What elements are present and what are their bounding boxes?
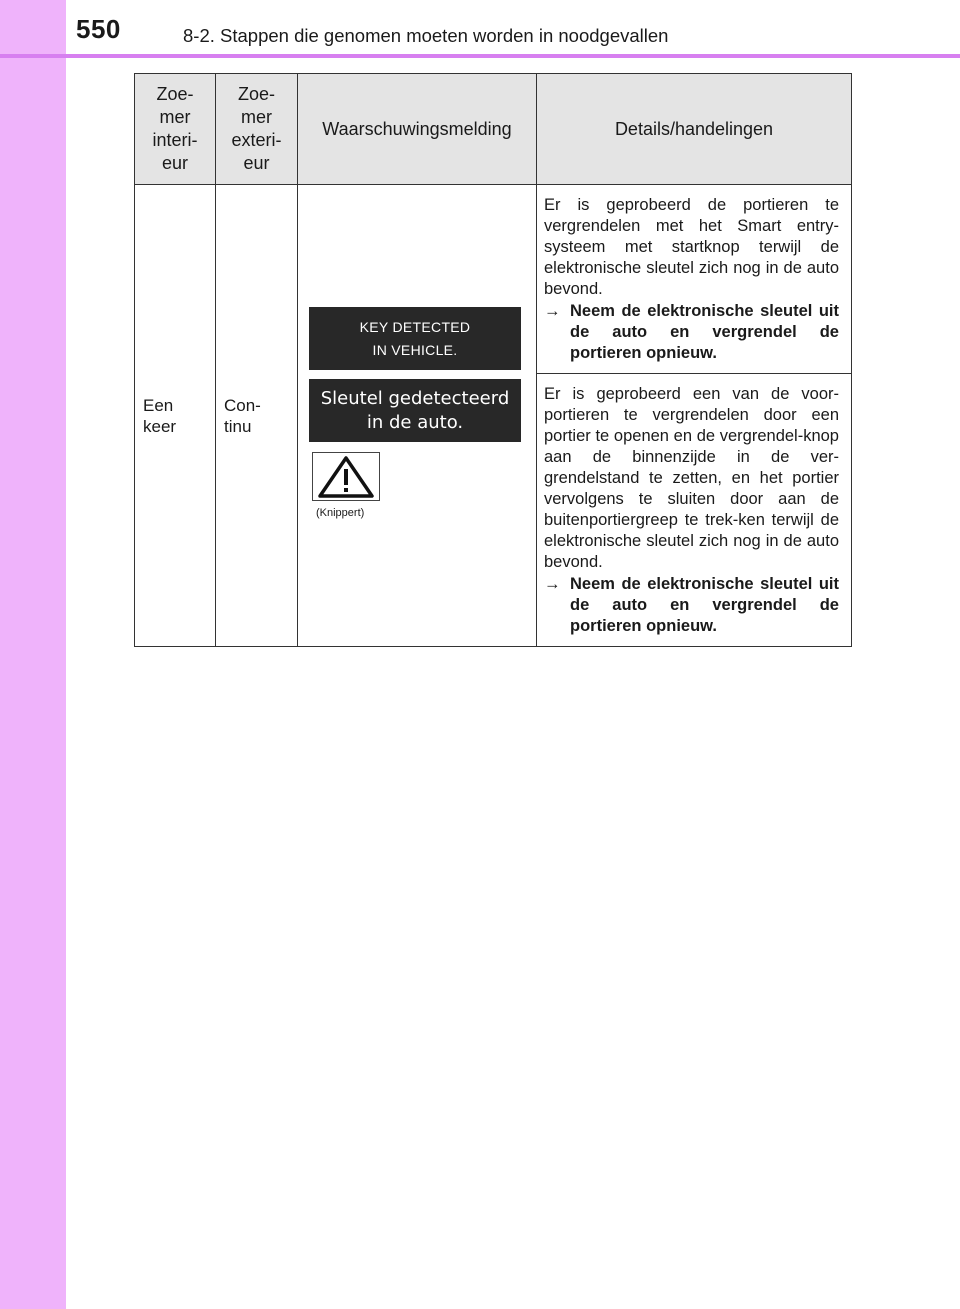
detail-cell-1 xyxy=(537,185,852,374)
table-row xyxy=(135,185,852,374)
warning-triangle-icon xyxy=(312,452,380,501)
header-details: Details/handelingen xyxy=(537,74,852,185)
header-interior-buzzer: Zoe- mer interi- eur xyxy=(135,74,216,185)
display-en-line-2: IN VEHICLE. xyxy=(372,341,458,358)
arrow-icon: → xyxy=(544,302,561,320)
table-header-row xyxy=(135,74,852,185)
action-text-2: Neem de elektronische sleutel uit de auto en vergrendel de portieren opnieuw. xyxy=(570,575,839,635)
header-divider xyxy=(0,54,960,58)
detail-text-2: Er is geprobeerd een van de voor-portieren te vergrendelen door een portier te openen en de vergrendel-knop aan de binnenzijde in de ver-grendelstand te zetten, en het portier vervolgens te sluiten door aan de buitenportiergreep te trek-ken terwijl de elektronische sleutel zich nog in de auto bevond. xyxy=(544,385,839,571)
warning-table xyxy=(134,73,852,647)
warning-triangle-svg xyxy=(316,455,376,499)
detail-cell-2 xyxy=(537,374,852,647)
detail-text-1: Er is geprobeerd de portieren te vergrendelen met het Smart entry-systeem met startknop terwijl de elektronische sleutel zich nog in de auto bevond. xyxy=(544,196,839,298)
flash-label: (Knippert) xyxy=(316,507,365,519)
section-title: 8-2. Stappen die genomen moeten worden in noodgevallen xyxy=(183,25,669,46)
action-2 xyxy=(544,574,839,637)
header-warning-message: Waarschuwingsmelding xyxy=(298,74,537,185)
warning-message-cell xyxy=(298,185,537,647)
arrow-icon: → xyxy=(544,575,561,593)
page-sidebar xyxy=(0,0,66,1309)
display-nl-line-1: Sleutel gedetecteerd xyxy=(320,387,510,409)
exterior-buzzer-cell: Con- tinu xyxy=(216,185,298,647)
action-text-1: Neem de elektronische sleutel uit de auto en vergrendel de portieren opnieuw. xyxy=(570,302,839,362)
display-english xyxy=(309,307,521,370)
display-dutch xyxy=(309,379,521,442)
page-number: 550 xyxy=(76,14,121,44)
display-nl-line-2: in de auto. xyxy=(366,411,464,433)
display-en-line-1: KEY DETECTED xyxy=(359,318,471,335)
interior-buzzer-cell: Een keer xyxy=(135,185,216,647)
action-1 xyxy=(544,301,839,364)
header-exterior-buzzer: Zoe- mer exteri- eur xyxy=(216,74,298,185)
